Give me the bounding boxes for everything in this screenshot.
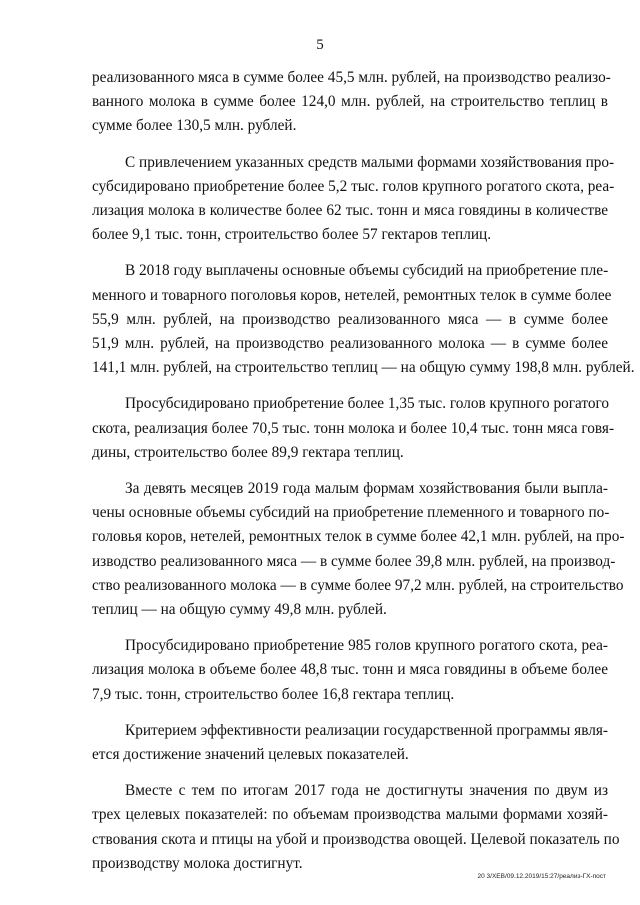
paragraph-line: головья коров, нетелей, ремонтных телок в сумме более 42,1 млн. рублей, на про- — [92, 528, 625, 546]
paragraph-line: ство реализованного молока — в сумме более 97,2 млн. рублей, на строительство — [92, 576, 624, 594]
paragraph-line: ванного молока в сумме более 124,0 млн. рублей, на строительство теплиц в — [92, 93, 608, 111]
paragraph-line: Просубсидировано приобретение более 1,35 тыс. голов крупного рогатого — [125, 395, 610, 413]
paragraph-line: теплиц — на общую сумму 49,8 млн. рублей. — [92, 601, 387, 619]
paragraph-line: За девять месяцев 2019 года малым формам хозяйствования были выпла- — [125, 480, 608, 498]
paragraph-line: В 2018 году выплачены основные объемы субсидий на приобретение пле- — [125, 262, 609, 280]
paragraph-line: производству молока достигнут. — [92, 854, 303, 872]
page-number: 5 — [316, 37, 324, 53]
paragraph-line: скота, реализация более 70,5 тыс. тонн молока и более 10,4 тыс. тонн мяса говя- — [92, 419, 615, 437]
paragraph-line: 55,9 млн. рублей, на производство реализованного мяса — в сумме более — [92, 310, 608, 328]
paragraph-line: Вместе с тем по итогам 2017 года не достигнуты значения по двум из — [125, 782, 608, 800]
paragraph-line: сумме более 130,5 млн. рублей. — [92, 117, 297, 135]
paragraph-line: лизация молока в объеме более 48,8 тыс. тонн и мяса говядины в объеме более — [92, 661, 608, 679]
paragraph-line: Просубсидировано приобретение 985 голов крупного рогатого скота, реа- — [125, 637, 608, 655]
document-body — [92, 66, 635, 888]
paragraph-line: 51,9 млн. рублей, на производство реализованного молока — в сумме более — [92, 335, 608, 353]
paragraph-line: Критерием эффективности реализации государственной программы явля- — [125, 721, 608, 739]
paragraph-line: трех целевых показателей: по объемам производства малыми формами хозяй- — [92, 806, 608, 824]
body-paragraph — [92, 634, 608, 707]
body-paragraph — [92, 392, 615, 465]
paragraph-line: дины, строительство более 89,9 гектара теплиц. — [92, 443, 404, 461]
paragraph-line: реализованного мяса в сумме более 45,5 млн. рублей, на производство реализо- — [92, 69, 611, 86]
paragraph-line: 141,1 млн. рублей, на строительство теплиц — на общую сумму 198,8 млн. рублей. — [92, 359, 635, 377]
paragraph-line: субсидировано приобретение более 5,2 тыс. голов крупного рогатого скота, реа- — [92, 177, 615, 195]
paragraph-line: ется достижение значений целевых показателей. — [92, 746, 409, 764]
paragraph-line: ствования скота и птицы на убой и производства овощей. Целевой показатель по — [92, 830, 620, 848]
body-paragraph — [92, 66, 611, 139]
paragraph-line: 7,9 тыс. тонн, строительство более 16,8 гектара теплиц. — [92, 685, 455, 703]
paragraph-line: лизация молока в количестве более 62 тыс. тонн и мяса говядины в количестве — [92, 202, 608, 220]
paragraph-line: более 9,1 тыс. тонн, строительство более 57 гектаров теплиц. — [92, 226, 492, 244]
body-paragraph — [92, 779, 620, 876]
paragraph-line: изводство реализованного мяса — в сумме более 39,8 млн. рублей, на производ- — [92, 552, 616, 570]
paragraph-line: менного и товарного поголовья коров, нетелей, ремонтных телок в сумме более — [92, 286, 612, 304]
paragraph-line: чены основные объемы субсидий на приобретение племенного и товарного по- — [92, 504, 610, 522]
paragraph-line: С привлечением указанных средств малыми формами хозяйствования про- — [125, 153, 615, 171]
body-paragraph — [92, 259, 635, 380]
document-footer-code: 20 3/ХЕВ/09.12.2019/15:27/реализ-ГХ-пост — [477, 873, 606, 880]
body-paragraph — [92, 719, 608, 767]
body-paragraph — [92, 151, 615, 248]
body-paragraph — [92, 477, 625, 622]
